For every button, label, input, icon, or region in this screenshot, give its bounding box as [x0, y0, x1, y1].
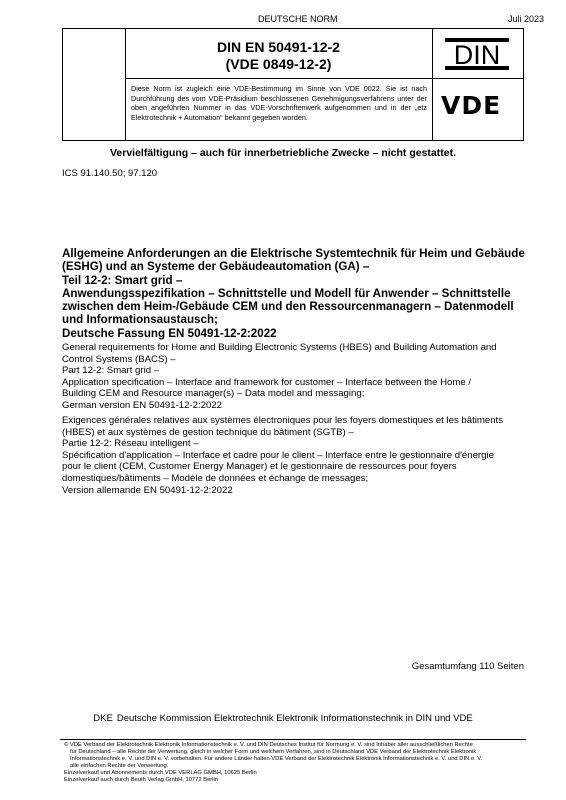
title-english	[62, 342, 532, 412]
footer-line: © VDE Verband der Elektrotechnik Elektronik Informationstechnik e. V. und DIN Deutsches Institut für Normung e. V. sind Inhaber aller ausschließlichen Rechte	[64, 742, 473, 748]
title-german-line: Teil 12-2: Smart grid –	[62, 273, 183, 287]
title-english-line: Application specification – Interface and framework for customer – Interface between the Home /	[62, 376, 472, 388]
ics-codes: ICS 91.140.50; 97.120	[62, 168, 158, 179]
publication-date: Juli 2023	[507, 14, 544, 24]
vde-standard-number: (VDE 0849-12-2)	[225, 56, 332, 72]
title-english-line: General requirements for Home and Building Electronic Systems (HBES) and Building Automation and	[62, 342, 497, 353]
title-english-line: Building CEM and Resource manager(s) – Data model and messaging;	[62, 388, 365, 400]
title-french-line: pour le client (CEM, Customer Energy Manager) et le gestionnaire de ressources pour foyers	[62, 461, 457, 473]
title-german-line: und Informationsaustausch;	[62, 313, 218, 327]
divider	[432, 29, 433, 140]
title-english-line: Part 12-2: Smart grid –	[62, 365, 160, 377]
footer-line: Einzelverkauf und Abonnements durch VDE VERLAG GMBH, 10625 Berlin	[64, 770, 257, 777]
title-french-line: (HBES) et aux systèmes de gestion technique du bâtiment (SGTB) –	[62, 426, 354, 438]
copyright-footer	[64, 742, 534, 785]
vde-note: Diese Norm ist zugleich eine VDE-Bestimmung im Sinne von VDE 0022. Sie ist nach Durchführung des vom VDE-Präsidium beschlossenen Genehmigungsverfahrens unter der oben angeführten Nummer in das VDE-Vorschriftenwerk aufgenommen und in der „etz Elektrotechnik + Automation“ bekannt gegeben worden.	[131, 84, 427, 122]
din-logo	[444, 37, 510, 71]
title-german-line: (ESHG) und an Systeme der Gebäudeautomation (GA) –	[62, 260, 370, 274]
title-english-line: German version EN 50491-12-2:2022	[62, 399, 222, 411]
title-block-left-cell	[63, 29, 125, 140]
svg-text:DIN: DIN	[453, 40, 501, 70]
divider	[432, 78, 524, 79]
reproduction-notice: Vervielfältigung – auch für innerbetriebliche Zwecke – nicht gestattet.	[109, 147, 456, 159]
title-french-line: Partie 12-2: Réseau intelligent –	[62, 438, 199, 450]
vde-logo: VDE	[441, 91, 502, 120]
title-german-line: Anwendungsspezifikation – Schnittstelle und Modell für Anwender – Schnittstelle	[62, 286, 511, 300]
dke-abbreviation: DKE	[93, 713, 113, 724]
title-french-line: Exigences générales relatives aux systèmes électroniques pour les foyers domestiques et les bâtiments	[62, 415, 504, 426]
footer-line: Informationstechnik e. V. und DIN e. V. vorbehalten. Für andere Länder halten VDE Verband der Elektrotechnik Elektronik Informationstechnik e. V. und DIN e. V.	[70, 756, 483, 763]
title-german-line: Deutsche Fassung EN 50491-12-2:2022	[62, 326, 277, 340]
footer-line: für Deutschland – alle Rechte der Verwertung, gleich in welcher Form und welchem Verfahren, sind in Deutschland VDE Verband der Elektrotechnik Elektronik	[70, 749, 477, 756]
din-standard-number: DIN EN 50491-12-2	[217, 39, 340, 55]
title-german	[62, 247, 528, 340]
title-french	[62, 415, 532, 496]
footer-line: Einzelverkauf auch durch Beuth Verlag GmbH, 10772 Berlin	[64, 777, 219, 784]
footer-line: alle einfachen Rechte der Verwertung.	[70, 763, 169, 770]
dke-committee	[0, 713, 566, 724]
document-type-label: DEUTSCHE NORM	[258, 14, 338, 24]
title-german-line: zwischen dem Heim-/Gebäude CEM und den Ressourcenmanagern – Datenmodell	[62, 300, 514, 314]
total-page-count: Gesamtumfang 110 Seiten	[411, 661, 524, 672]
title-french-line: domestiques/bâtiments – Modèle de données et échange de messages;	[62, 472, 369, 484]
divider	[125, 78, 432, 79]
footer-divider	[60, 739, 526, 740]
dke-full-name: Deutsche Kommission Elektrotechnik Elektronik Informationstechnik in DIN und VDE	[116, 713, 473, 724]
title-french-line: Spécification d'application – Interface et cadre pour le client – Interface entre le gestionnaire d'énergie	[62, 449, 494, 461]
title-english-line: Control Systems (BACS) –	[62, 353, 176, 365]
title-french-line: Version allemande EN 50491-12-2:2022	[62, 484, 233, 496]
title-german-line: Allgemeine Anforderungen an die Elektrische Systemtechnik für Heim und Gebäude	[62, 247, 525, 260]
title-block	[62, 28, 524, 141]
